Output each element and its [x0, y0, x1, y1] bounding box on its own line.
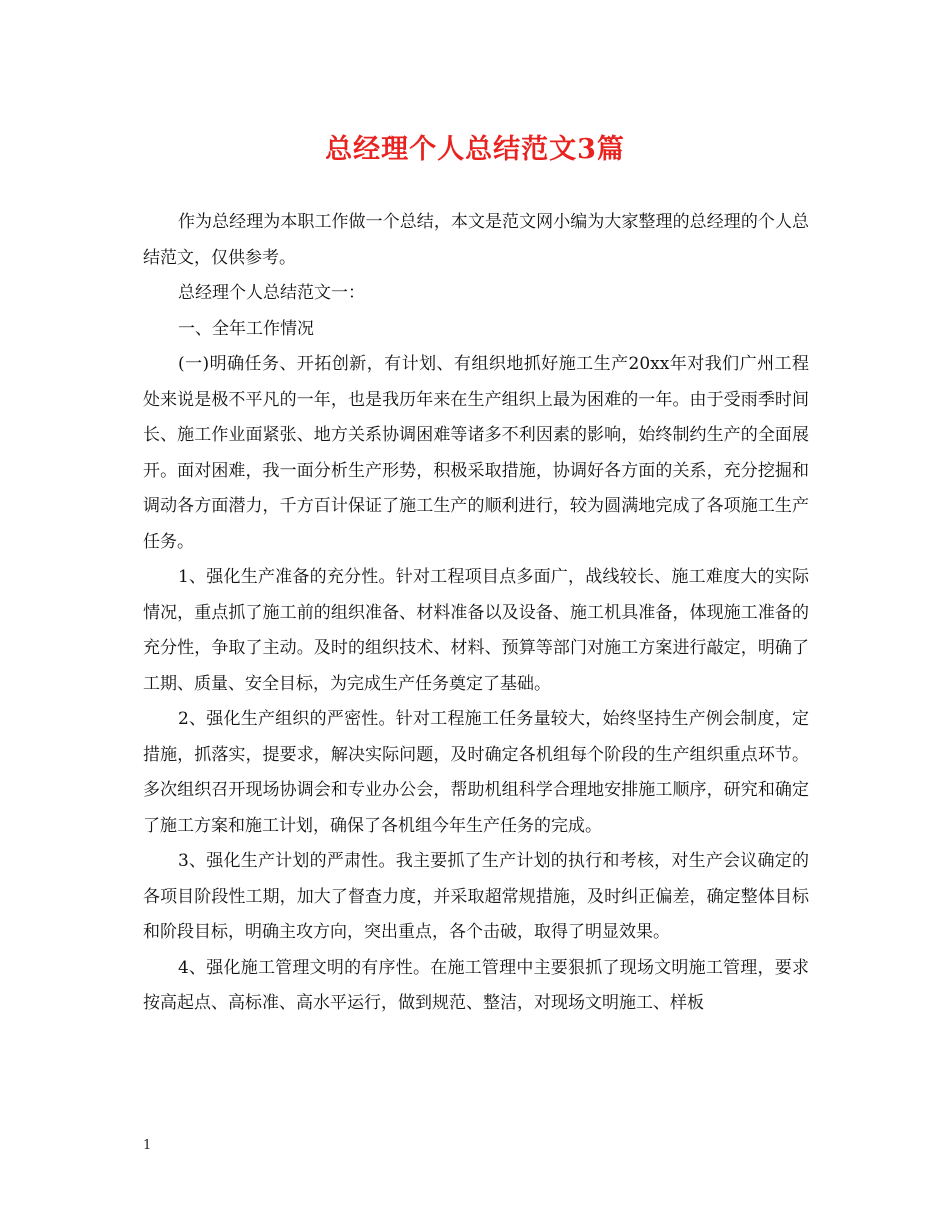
paragraph-item-1: 1、强化生产准备的充分性。针对工程项目点多面广，战线较长、施工难度大的实际情况，重点抓了施工前的组织准备、材料准备以及设备、施工机具准备，体现施工准备的充分性，争取了主动。及时的组织技术、材料、预算等部门对施工方案进行敲定，明确了工期、质量、安全目标，为完成生产任务奠定了基础。 [143, 567, 809, 694]
paragraph-item-2: 2、强化生产组织的严密性。针对工程施工任务量较大，始终坚持生产例会制度，定措施，抓落实，提要求，解决实际问题，及时确定各机组每个阶段的生产组织重点环节。多次组织召开现场协调会和专业办公会，帮助机组科学合理地安排施工顺序，研究和确定了施工方案和施工计划，确保了各机组今年生产任务的完成。 [143, 709, 809, 836]
paragraph-overview: (一)明确任务、开拓创新，有计划、有组织地抓好施工生产20xx年对我们广州工程处来说是极不平凡的一年，也是我历年来在生产组织上最为困难的一年。由于受雨季时间长、施工作业面紧张、地方关系协调困难等诸多不利因素的影响，始终制约生产的全面展开。面对困难，我一面分析生产形势，积极采取措施，协调好各方面的关系，充分挖掘和调动各方面潜力，千方百计保证了施工生产的顺利进行，较为圆满地完成了各项施工生产任务。 [143, 354, 809, 552]
document-body [143, 205, 809, 1022]
paragraph-item-3: 3、强化生产计划的严肃性。我主要抓了生产计划的执行和考核，对生产会议确定的各项目阶段性工期，加大了督查力度，并采取超常规措施，及时纠正偏差，确定整体目标和阶段目标，明确主攻方向，突出重点，各个击破，取得了明显效果。 [143, 851, 809, 942]
paragraph-intro: 作为总经理为本职工作做一个总结，本文是范文网小编为大家整理的总经理的个人总结范文，仅供参考。 [143, 212, 809, 268]
page-number: 1 [143, 1138, 152, 1153]
paragraph-item-4: 4、强化施工管理文明的有序性。在施工管理中主要狠抓了现场文明施工管理，要求按高起点、高标准、高水平运行，做到规范、整洁，对现场文明施工、样板 [143, 957, 809, 1013]
paragraph-section-heading: 总经理个人总结范文一： [178, 283, 365, 303]
document-title: 总经理个人总结范文3篇 [325, 134, 625, 165]
paragraph-subheading: 一、全年工作情况 [178, 318, 314, 339]
